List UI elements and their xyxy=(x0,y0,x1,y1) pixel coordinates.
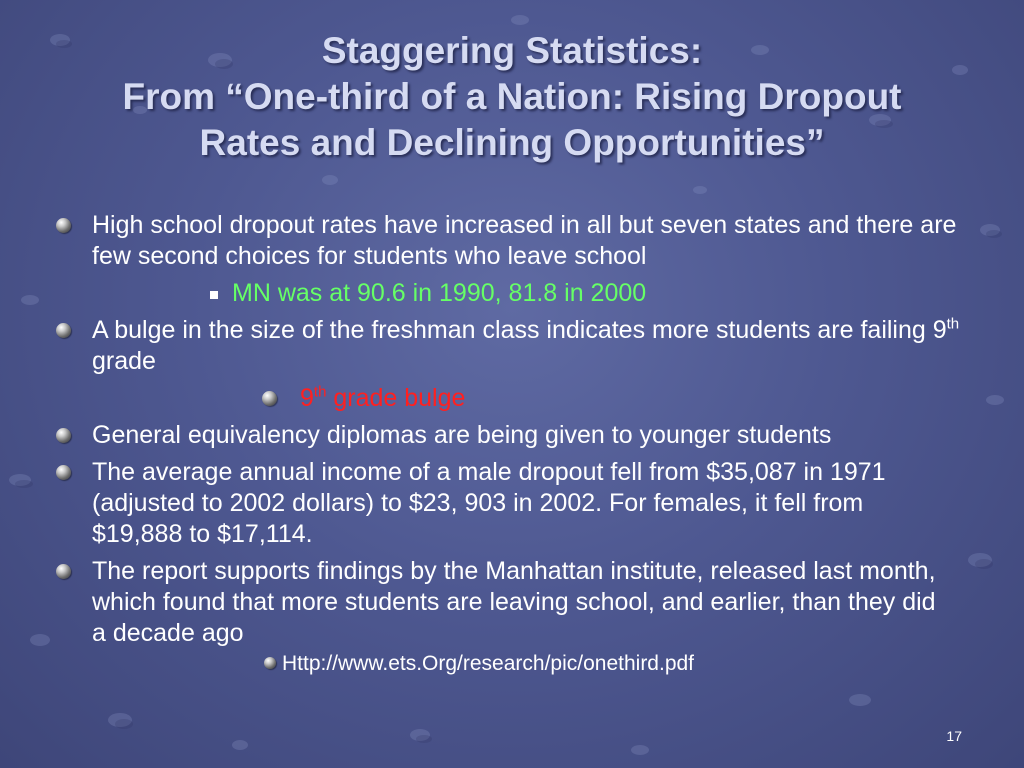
bullet-manhattan-institute xyxy=(54,556,984,649)
source-link-row xyxy=(54,651,984,677)
bullet-text: A bulge in the size of the freshman class indicates more students are failing 9th grade xyxy=(92,315,960,375)
source-link[interactable]: Http://www.ets.Org/research/pic/onethird.pdf xyxy=(282,652,695,675)
bullet-text: The average annual income of a male dropout fell from $35,087 in 1971 (adjusted to 2002 dollars) to $23, 903 in 2002. For females, it fell from $19,888 to $17,114. xyxy=(92,458,886,548)
sphere-bullet-icon xyxy=(56,428,71,443)
bullet-income xyxy=(54,457,984,550)
sub-bullet-text: MN was at 90.6 in 1990, 81.8 in 2000 xyxy=(232,279,647,307)
bullet-text: General equivalency diplomas are being given to younger students xyxy=(92,421,832,449)
sphere-bullet-icon xyxy=(264,657,276,669)
sub-bullet-mn xyxy=(54,278,984,309)
sphere-bullet-icon xyxy=(56,564,71,579)
bullet-text: High school dropout rates have increased in all but seven states and there are few second choices for students who leave school xyxy=(92,211,957,270)
sub-bullet-text: 9th grade bulge xyxy=(300,383,466,412)
sphere-bullet-icon xyxy=(56,465,71,480)
title-line-2: From “One-third of a Nation: Rising Dropout xyxy=(122,76,902,117)
sphere-bullet-icon xyxy=(56,323,71,338)
sphere-bullet-icon xyxy=(262,391,277,406)
square-bullet-icon xyxy=(210,291,218,299)
sphere-bullet-icon xyxy=(56,218,71,233)
bullet-dropout-rates xyxy=(54,210,984,272)
slide-number: 17 xyxy=(946,728,962,744)
bullet-ged xyxy=(54,420,984,451)
bullet-list xyxy=(54,210,984,683)
sub-bullet-9th-grade xyxy=(54,383,984,414)
slide-title xyxy=(40,28,984,166)
bullet-freshman-bulge xyxy=(54,315,984,377)
bullet-text: The report supports findings by the Manhattan institute, released last month, which found that more students are leaving school, and earlier, than they did a decade ago xyxy=(92,557,936,647)
title-line-1: Staggering Statistics: xyxy=(321,30,703,71)
title-line-3: Rates and Declining Opportunities” xyxy=(199,122,825,163)
